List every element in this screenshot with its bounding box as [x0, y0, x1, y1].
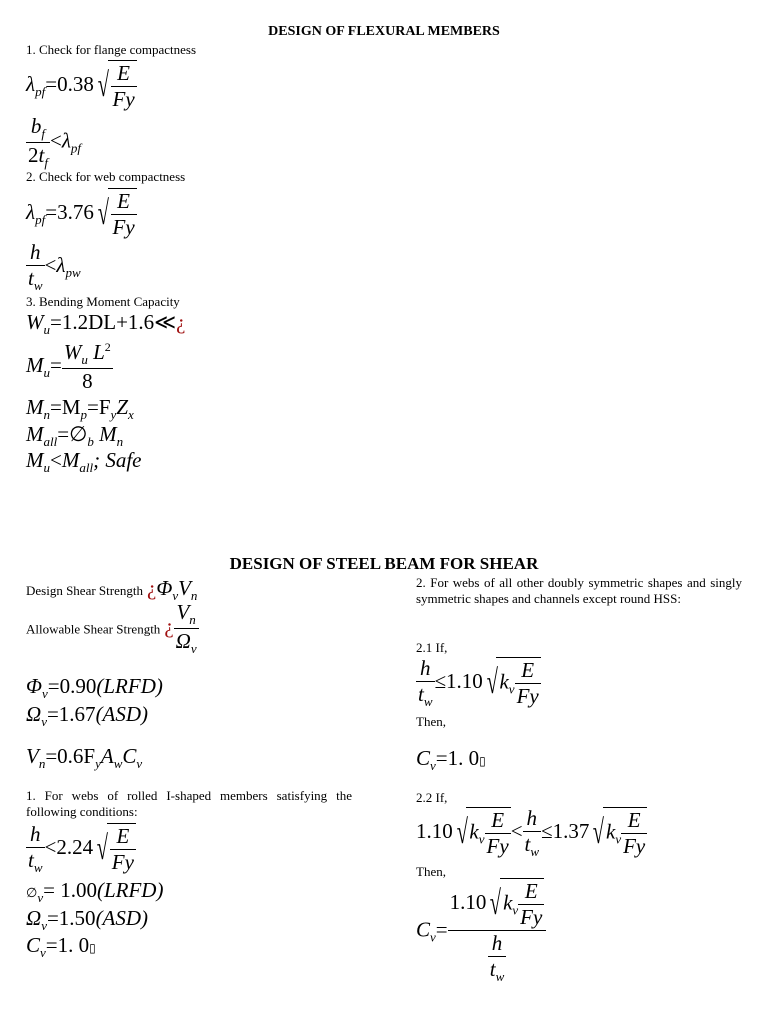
eq-cond21: $\frac{h}{t_w}$ ≤1.10 $√k_v$ $\frac{E}{Fy}$ — [418, 656, 539, 709]
design-shear-strength: Design Shear Strength ¿$\Phi_vV_n$ — [26, 576, 198, 603]
eq-nominal-moment: $M_n=M_p=F_yZ_x$ — [26, 395, 134, 422]
if-2-1: 2.1 If, — [416, 640, 448, 655]
eq-flange-ratio: $\frac{b_f}{2t_f}$ $<\lambda_{pf}$ — [28, 114, 82, 170]
eq-omega-v: $\Omega_v=1.67(ASD)$ — [26, 702, 149, 729]
eq-cond1-limit: $\frac{h}{t_w}$ <2.24 √ $\frac{E}{Fy}$ — [28, 822, 134, 875]
eq-cv-22: $C_v=$ 1.10 $√k_v$ $\frac{E}{Fy}$ $\frac{h}{t_w}$ — [416, 878, 546, 985]
eq-cv-21: $C_v=1$. 0▯ — [416, 746, 486, 773]
eq-omega-150: $\Omega_v=1.50(ASD)$ — [26, 906, 149, 933]
step1-label: 1. Check for flange compactness — [26, 42, 197, 57]
step2-label: 2. Check for web compactness — [26, 169, 186, 184]
eq-web-ratio: $\frac{h}{t_w}$ $<\lambda_{pw}$ — [28, 240, 81, 293]
eq-flange-limit: $\lambda_{pf}=0.38$ √ $\frac{E}{Fy}$ — [26, 61, 135, 111]
eq-factored-load: $W_u=1.2DL+1.6≪¿$ — [26, 310, 186, 337]
eq-phi-100: $\emptyset_v=$ 1.00(LRFD) — [26, 878, 164, 905]
then-2-2: Then, — [416, 864, 446, 879]
eq-safe-check: $M_u<M_{all}$; Safe — [26, 448, 142, 475]
eq-phi-v: $\Phi_v=0.90(LRFD)$ — [26, 674, 163, 701]
flexural-title: DESIGN OF FLEXURAL MEMBERS — [268, 24, 500, 39]
condition2-text: 2. For webs of all other doubly symmetric shapes and singly symmetric shapes and channels except round HSS: — [416, 575, 742, 606]
step3-label: 3. Bending Moment Capacity — [26, 294, 180, 309]
allowable-shear-strength: Allowable Shear Strength ¿ $\frac{V_n}{\Omega_v}$ — [26, 600, 197, 656]
shear-title: DESIGN OF STEEL BEAM FOR SHEAR — [229, 554, 539, 573]
eq-web-limit: $\lambda_{pf}=3.76$ √ $\frac{E}{Fy}$ — [26, 189, 135, 239]
eq-cond22: 1.10 $√k_v$ $\frac{E}{Fy}$ < $\frac{h}{t_w}$ ≤1.37 $√k_v$ $\frac{E}{Fy}$ — [416, 806, 646, 859]
eq-vn: $V_n=0.6F_yA_wC_v$ — [26, 744, 143, 771]
eq-cv-1: $C_v=1$. 0▯ — [26, 933, 96, 960]
then-2-1: Then, — [416, 714, 446, 729]
if-2-2: 2.2 If, — [416, 790, 448, 805]
eq-moment: $M_u=$ $\frac{W_u L^2}{8}$ — [26, 340, 111, 393]
eq-allowable-moment: $M_{all}=\emptyset_b$ $M_n$ — [26, 422, 124, 449]
condition1-text: 1. For webs of rolled I-shaped members satisfying the following conditions: — [26, 788, 352, 819]
